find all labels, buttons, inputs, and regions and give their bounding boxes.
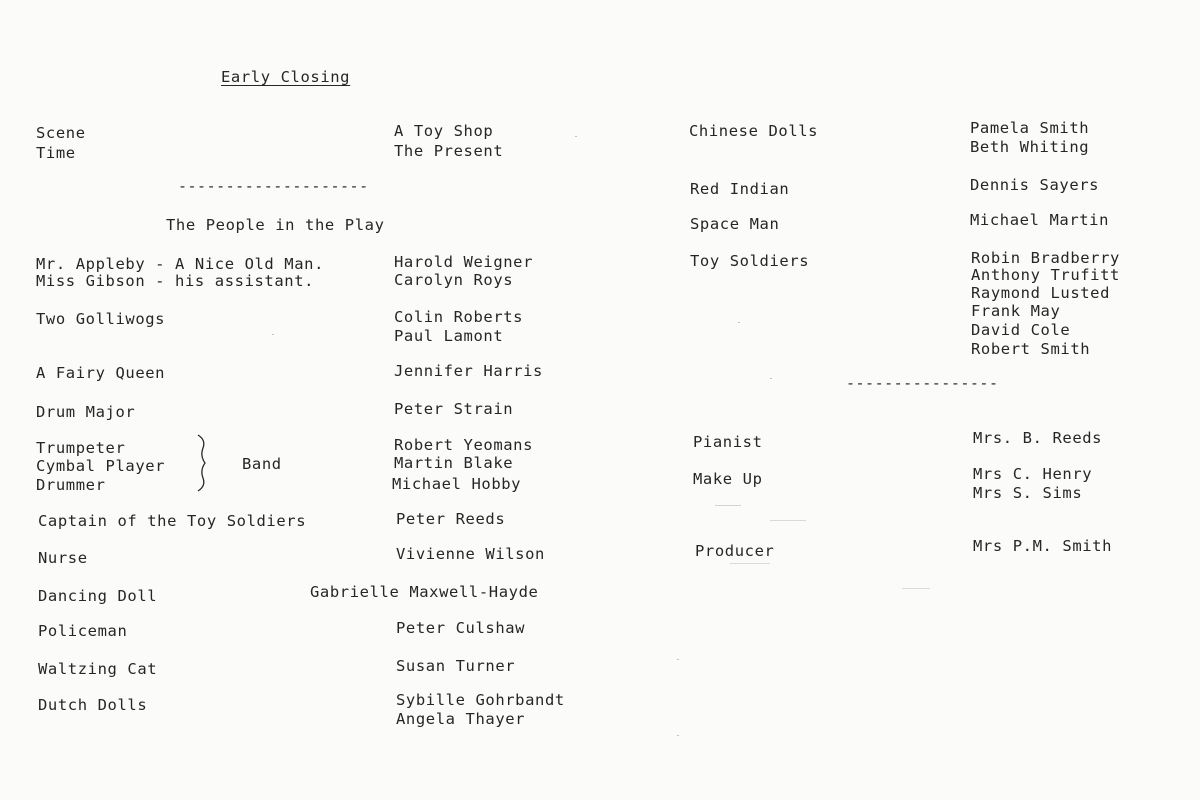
role-golliwogs: Two Golliwogs bbox=[36, 310, 166, 328]
actor-soldier-5: David Cole bbox=[971, 321, 1071, 339]
actor-chinese-1: Pamela Smith bbox=[970, 119, 1090, 137]
setting-label-scene: Scene bbox=[36, 124, 86, 142]
role-toy-soldiers: Toy Soldiers bbox=[690, 252, 810, 270]
paper-speck bbox=[770, 520, 806, 521]
actor-nurse: Vivienne Wilson bbox=[396, 545, 545, 563]
actor-policeman: Peter Culshaw bbox=[396, 619, 526, 637]
section-heading: The People in the Play bbox=[166, 216, 385, 234]
actor-drum-major: Peter Strain bbox=[394, 400, 514, 418]
setting-label-time: Time bbox=[36, 144, 76, 162]
divider-2: ---------------- bbox=[846, 374, 999, 392]
role-dancing-doll: Dancing Doll bbox=[38, 587, 158, 605]
actor-golliwog-1: Colin Roberts bbox=[394, 308, 524, 326]
role-nurse: Nurse bbox=[38, 549, 88, 567]
role-fairy: A Fairy Queen bbox=[36, 364, 166, 382]
role-gibson: Miss Gibson - his assistant. bbox=[36, 272, 315, 290]
actor-drummer: Michael Hobby bbox=[392, 475, 522, 493]
paper-speck bbox=[677, 735, 679, 736]
paper-speck bbox=[272, 334, 274, 335]
actor-cat: Susan Turner bbox=[396, 657, 516, 675]
actor-appleby: Harold Weigner bbox=[394, 253, 534, 271]
paper-speck bbox=[677, 659, 679, 660]
setting-value-time: The Present bbox=[394, 142, 504, 160]
actor-trumpeter: Robert Yeomans bbox=[394, 436, 534, 454]
play-title: Early Closing bbox=[221, 68, 351, 86]
paper-speck bbox=[730, 563, 770, 564]
paper-speck bbox=[770, 378, 772, 379]
actor-soldier-2: Anthony Trufitt bbox=[971, 266, 1120, 284]
role-producer: Producer bbox=[695, 542, 775, 560]
role-space-man: Space Man bbox=[690, 215, 780, 233]
band-label: Band bbox=[242, 455, 282, 473]
role-red-indian: Red Indian bbox=[690, 180, 790, 198]
actor-dancing-doll: Gabrielle Maxwell-Hayde bbox=[310, 583, 539, 601]
paper-speck bbox=[715, 505, 741, 506]
role-appleby: Mr. Appleby - A Nice Old Man. bbox=[36, 255, 325, 273]
actor-soldier-4: Frank May bbox=[971, 302, 1061, 320]
role-drummer: Drummer bbox=[36, 476, 106, 494]
band-brace bbox=[196, 434, 208, 492]
actor-dutch-1: Sybille Gohrbandt bbox=[396, 691, 565, 709]
role-cymbal-player: Cymbal Player bbox=[36, 457, 166, 475]
actor-cymbal-player: Martin Blake bbox=[394, 454, 514, 472]
name-pianist: Mrs. B. Reeds bbox=[973, 429, 1103, 447]
actor-soldier-6: Robert Smith bbox=[971, 340, 1091, 358]
actor-chinese-2: Beth Whiting bbox=[970, 138, 1090, 156]
actor-soldier-1: Robin Bradberry bbox=[971, 249, 1120, 267]
paper-speck bbox=[902, 588, 930, 589]
actor-space-man: Michael Martin bbox=[970, 211, 1110, 229]
actor-gibson: Carolyn Roys bbox=[394, 271, 514, 289]
actor-fairy: Jennifer Harris bbox=[394, 362, 543, 380]
role-drum-major: Drum Major bbox=[36, 403, 136, 421]
actor-red-indian: Dennis Sayers bbox=[970, 176, 1100, 194]
paper-speck bbox=[575, 136, 577, 137]
actor-soldier-3: Raymond Lusted bbox=[971, 284, 1111, 302]
name-make-up-2: Mrs S. Sims bbox=[973, 484, 1083, 502]
role-cat: Waltzing Cat bbox=[38, 660, 158, 678]
role-pianist: Pianist bbox=[693, 433, 763, 451]
role-chinese-dolls: Chinese Dolls bbox=[689, 122, 819, 140]
role-make-up: Make Up bbox=[693, 470, 763, 488]
name-make-up-1: Mrs C. Henry bbox=[973, 465, 1093, 483]
actor-captain: Peter Reeds bbox=[396, 510, 506, 528]
role-policeman: Policeman bbox=[38, 622, 128, 640]
role-trumpeter: Trumpeter bbox=[36, 439, 126, 457]
role-dutch-dolls: Dutch Dolls bbox=[38, 696, 148, 714]
paper-speck bbox=[738, 322, 740, 323]
role-captain: Captain of the Toy Soldiers bbox=[38, 512, 307, 530]
actor-dutch-2: Angela Thayer bbox=[396, 710, 526, 728]
actor-golliwog-2: Paul Lamont bbox=[394, 327, 504, 345]
divider: -------------------- bbox=[178, 177, 369, 195]
name-producer: Mrs P.M. Smith bbox=[973, 537, 1113, 555]
setting-value-scene: A Toy Shop bbox=[394, 122, 494, 140]
